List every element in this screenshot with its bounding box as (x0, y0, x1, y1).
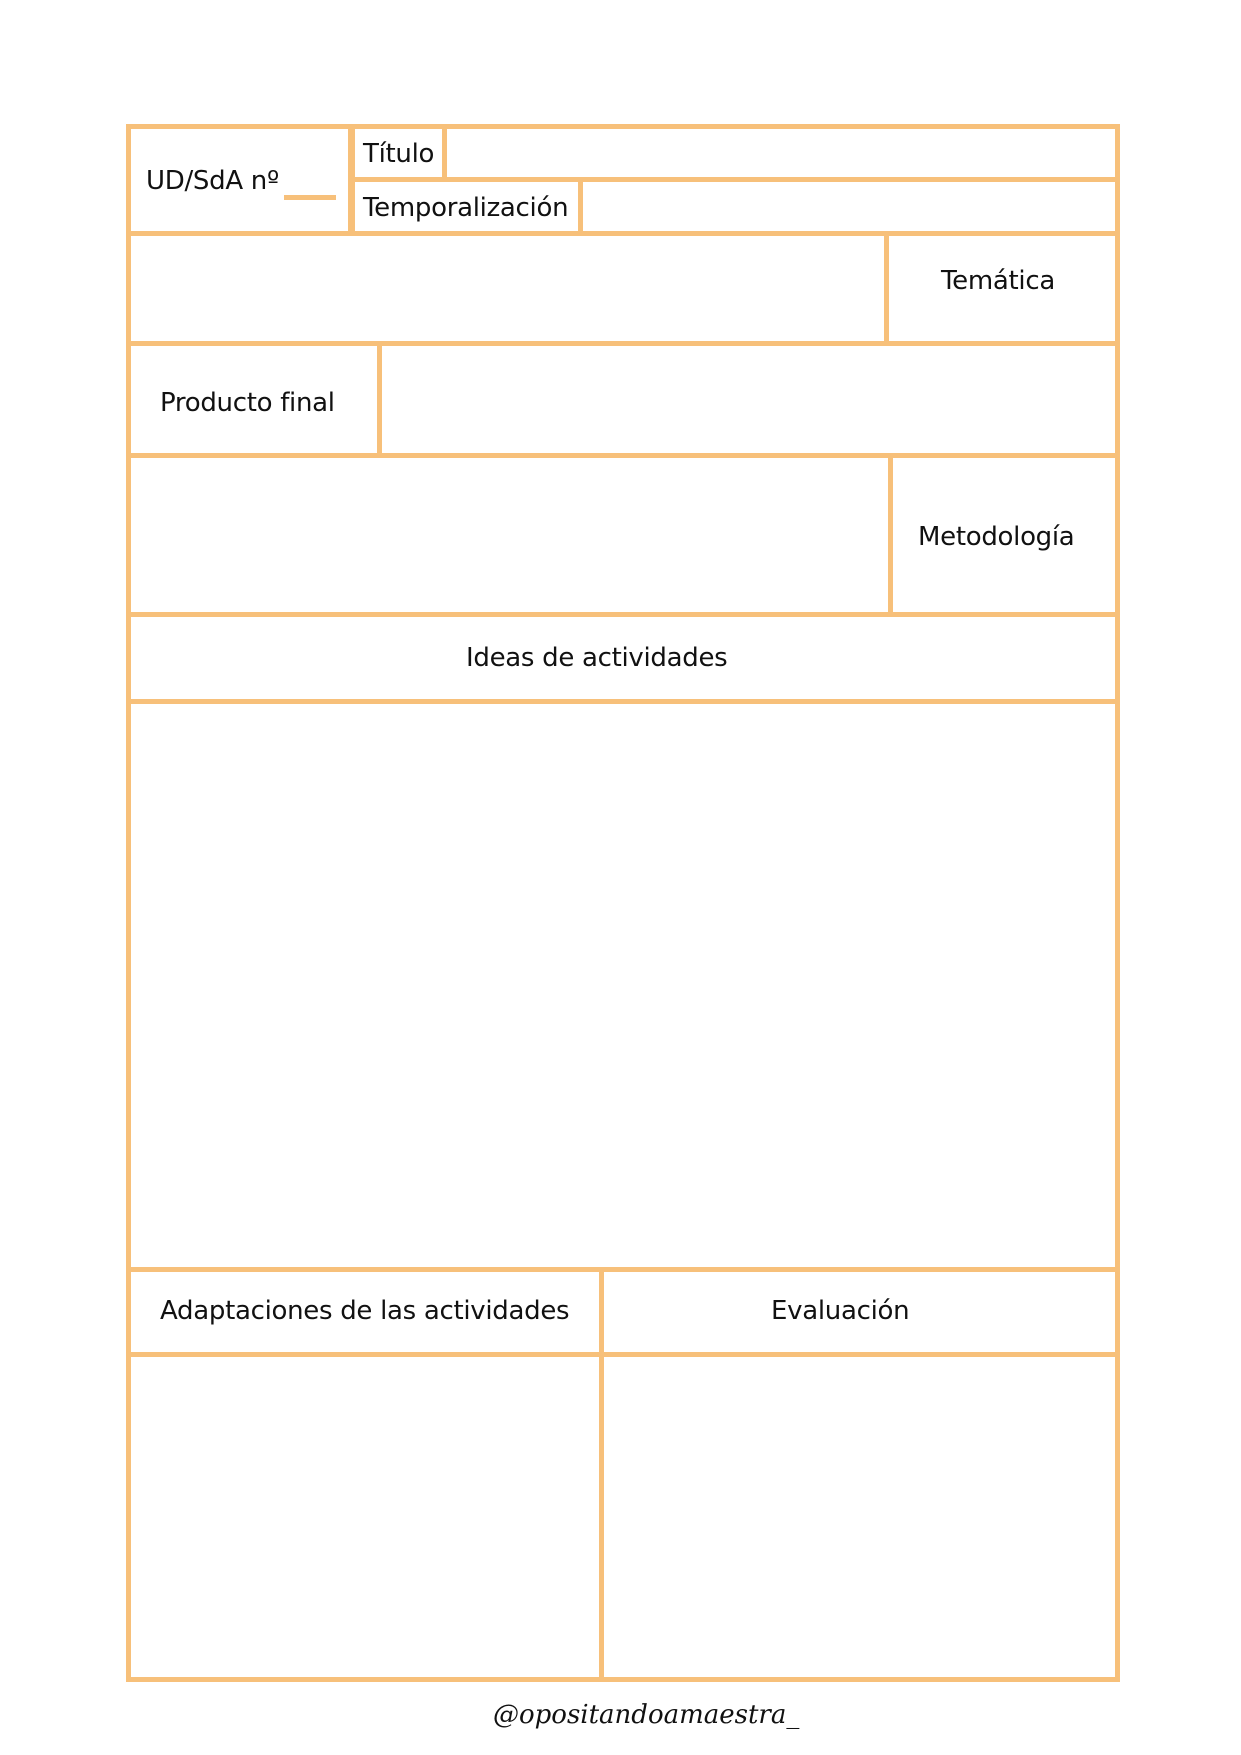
methodology-label: Metodología (918, 522, 1075, 552)
final-product-field[interactable] (377, 341, 1120, 458)
timing-label: Temporalización (363, 193, 569, 223)
activity-ideas-field[interactable] (126, 699, 1120, 1272)
author-handle: @opositandoamaestra_ (493, 1700, 800, 1730)
evaluation-label: Evaluación (771, 1296, 910, 1326)
theme-label: Temática (941, 266, 1055, 296)
theme-field[interactable] (126, 231, 889, 346)
methodology-field[interactable] (126, 453, 893, 617)
adaptations-label: Adaptaciones de las actividades (160, 1296, 570, 1326)
adaptations-field[interactable] (126, 1352, 604, 1682)
evaluation-field[interactable] (599, 1352, 1120, 1682)
unit-number-label (146, 168, 279, 194)
title-label: Título (363, 139, 435, 169)
activity-ideas-label: Ideas de actividades (466, 643, 728, 673)
timing-field[interactable] (578, 177, 1120, 236)
title-field[interactable] (442, 124, 1120, 182)
unit-number-text: UD/SdA nº (146, 166, 279, 196)
final-product-label: Producto final (160, 388, 335, 418)
unit-number-blank-line[interactable] (284, 195, 336, 200)
